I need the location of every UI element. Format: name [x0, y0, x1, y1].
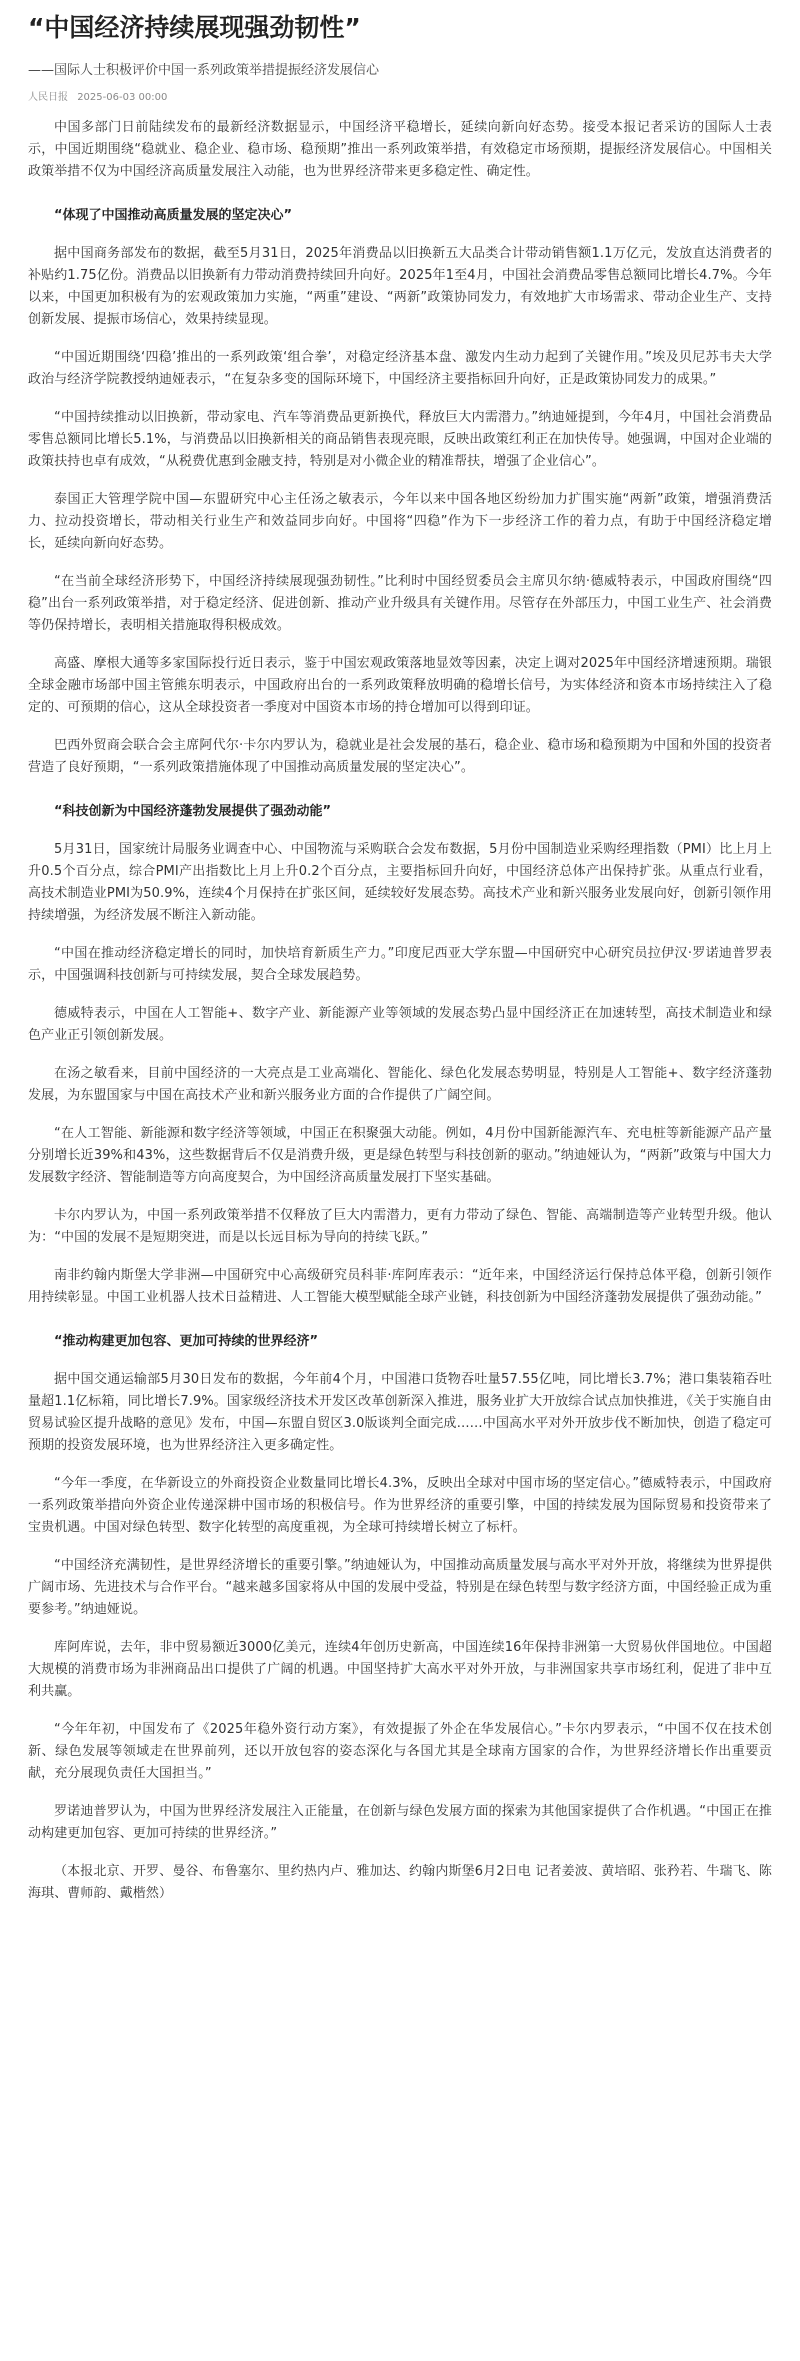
body-paragraph: 在汤之敏看来，目前中国经济的一大亮点是工业高端化、智能化、绿色化发展态势明显，特别是人工智能+、数字经济蓬勃发展，为东盟国家与中国在高技术产业和新兴服务业方面的合作提供了广阔空间。: [28, 1065, 772, 1103]
article-subtitle: ——国际人士积极评价中国一系列政策举措提振经济发展信心: [28, 62, 380, 78]
article-source: 人民日报: [28, 91, 68, 103]
body-paragraph: 据中国商务部发布的数据，截至5月31日，2025年消费品以旧换新五大品类合计带动销售额1.1万亿元，发放直达消费者的补贴约1.75亿份。消费品以旧换新有力带动消费持续回升向好。2025年1至4月，中国社会消费品零售总额同比增长4.7%。今年以来，中国更加积极有为的宏观政策加力实施，“两重”建设、“两新”政策协同发力，有效地扩大市场需求、带动企业生产、支持创新发展、提振市场信心，效果持续显现。: [28, 245, 772, 327]
body-paragraph: “今年一季度，在华新设立的外商投资企业数量同比增长4.3%，反映出全球对中国市场的坚定信心。”德威特表示，中国政府一系列政策举措向外资企业传递深耕中国市场的积极信号。作为世界经济的重要引擎，中国的持续发展为国际贸易和投资带来了宝贵机遇。中国对绿色转型、数字化转型的高度重视，为全球可持续增长树立了标杆。: [28, 1475, 772, 1535]
body-paragraph: “在当前全球经济形势下，中国经济持续展现强劲韧性。”比利时中国经贸委员会主席贝尔纳·德威特表示，中国政府围绕“四稳”出台一系列政策举措，对于稳定经济、促进创新、推动产业升级具有关键作用。尽管存在外部压力，中国工业生产、社会消费等仍保持增长，表明相关措施取得积极成效。: [28, 573, 772, 633]
article-title: “中国经济持续展现强劲韧性”: [28, 13, 361, 42]
section-heading: “体现了中国推动高质量发展的坚定决心”: [54, 207, 293, 223]
body-paragraph: 南非约翰内斯堡大学非洲—中国研究中心高级研究员科菲·库阿库表示：“近年来，中国经济运行保持总体平稳，创新引领作用持续彰显。中国工业机器人技术日益精进、人工智能大模型赋能全球产业链，科技创新为中国经济蓬勃发展提供了强劲动能。”: [28, 1267, 772, 1305]
body-paragraph: 高盛、摩根大通等多家国际投行近日表示，鉴于中国宏观政策落地显效等因素，决定上调对2025年中国经济增速预期。瑞银全球金融市场部中国主管熊东明表示，中国政府出台的一系列政策释放明确的稳增长信号，为实体经济和资本市场持续注入了稳定的、可预期的信心，这从全球投资者一季度对中国资本市场的持仓增加可以得到印证。: [28, 655, 772, 715]
body-paragraph: 卡尔内罗认为，中国一系列政策举措不仅释放了巨大内需潜力，更有力带动了绿色、智能、高端制造等产业转型升级。他认为：“中国的发展不是短期突进，而是以长远目标为导向的持续飞跃。”: [28, 1207, 772, 1245]
body-paragraph: 巴西外贸商会联合会主席阿代尔·卡尔内罗认为，稳就业是社会发展的基石，稳企业、稳市场和稳预期为中国和外国的投资者营造了良好预期，“一系列政策措施体现了中国推动高质量发展的坚定决心”。: [28, 737, 772, 775]
article-body: [28, 117, 772, 1905]
body-paragraph: “在人工智能、新能源和数字经济等领域，中国正在积聚强大动能。例如，4月份中国新能源汽车、充电桩等新能源产品产量分别增长近39%和43%，这些数据背后不仅是消费升级，更是绿色转型与科技创新的驱动。”纳迪娅认为，“两新”政策与中国大力发展数字经济、智能制造等方向高度契合，为中国经济高质量发展打下坚实基础。: [28, 1125, 772, 1185]
body-paragraph: “中国近期围绕‘四稳’推出的一系列政策‘组合拳’，对稳定经济基本盘、激发内生动力起到了关键作用。”埃及贝尼苏韦夫大学政治与经济学院教授纳迪娅表示，“在复杂多变的国际环境下，中国经济主要指标回升向好，正是政策协同发力的成果。”: [28, 349, 772, 387]
article-meta: [28, 88, 772, 103]
body-paragraph: 库阿库说，去年，非中贸易额近3000亿美元，连续4年创历史新高，中国连续16年保持非洲第一大贸易伙伴国地位。中国超大规模的消费市场为非洲商品出口提供了广阔的机遇。中国坚持扩大高水平对外开放，与非洲国家共享市场红利，促进了非中互利共赢。: [28, 1639, 772, 1699]
section-heading: “科技创新为中国经济蓬勃发展提供了强劲动能”: [54, 803, 332, 819]
body-paragraph: 5月31日，国家统计局服务业调查中心、中国物流与采购联合会发布数据，5月份中国制造业采购经理指数（PMI）比上月上升0.5个百分点，综合PMI产出指数比上月上升0.2个百分点，主要指标回升向好，中国经济总体产出保持扩张。从重点行业看，高技术制造业PMI为50.9%，连续4个月保持在扩张区间，延续较好发展态势。高技术产业和新兴服务业发展向好，创新引领作用持续增强，为经济发展不断注入新动能。: [28, 841, 772, 923]
body-paragraph: “中国持续推动以旧换新，带动家电、汽车等消费品更新换代，释放巨大内需潜力。”纳迪娅提到，今年4月，中国社会消费品零售总额同比增长5.1%，与消费品以旧换新相关的商品销售表现亮眼，反映出政策红利正在加快传导。她强调，中国对企业端的政策扶持也卓有成效，“从税费优惠到金融支持，特别是对小微企业的精准帮扶，增强了企业信心”。: [28, 409, 772, 469]
body-paragraph: “中国在推动经济稳定增长的同时，加快培育新质生产力。”印度尼西亚大学东盟—中国研究中心研究员拉伊汉·罗诺迪普罗表示，中国强调科技创新与可持续发展，契合全球发展趋势。: [28, 945, 772, 983]
body-paragraph: “今年年初，中国发布了《2025年稳外资行动方案》，有效提振了外企在华发展信心。”卡尔内罗表示，“中国不仅在技术创新、绿色发展等领域走在世界前列，还以开放包容的姿态深化与各国尤其是全球南方国家的合作，为世界经济增长作出重要贡献，充分展现负责任大国担当。”: [28, 1721, 772, 1781]
body-paragraph: “中国经济充满韧性，是世界经济增长的重要引擎。”纳迪娅认为，中国推动高质量发展与高水平对外开放，将继续为世界提供广阔市场、先进技术与合作平台。“越来越多国家将从中国的发展中受益，特别是在绿色转型与数字经济方面，中国经验正成为重要参考。”纳迪娅说。: [28, 1557, 772, 1617]
section-heading: “推动构建更加包容、更加可持续的世界经济”: [54, 1333, 319, 1349]
body-paragraph: 据中国交通运输部5月30日发布的数据，今年前4个月，中国港口货物吞吐量57.55亿吨，同比增长3.7%；港口集装箱吞吐量超1.1亿标箱，同比增长7.9%。国家级经济技术开发区改革创新深入推进，服务业扩大开放综合试点加快推进，《关于实施自由贸易试验区提升战略的意见》发布，中国—东盟自贸区3.0版谈判全面完成……中国高水平对外开放步伐不断加快，创造了稳定可预期的投资发展环境，也为世界经济注入更多确定性。: [28, 1371, 772, 1453]
article-date: 2025-06-03 00:00: [77, 91, 168, 103]
body-paragraph: 罗诺迪普罗认为，中国为世界经济发展注入正能量，在创新与绿色发展方面的探索为其他国家提供了合作机遇。“中国正在推动构建更加包容、更加可持续的世界经济。”: [28, 1803, 772, 1841]
body-paragraph: （本报北京、开罗、曼谷、布鲁塞尔、里约热内卢、雅加达、约翰内斯堡6月2日电 记者姜波、黄培昭、张矜若、牛瑞飞、陈海琪、曹师韵、戴楷然）: [28, 1863, 772, 1901]
body-paragraph: 中国多部门日前陆续发布的最新经济数据显示，中国经济平稳增长，延续向新向好态势。接受本报记者采访的国际人士表示，中国近期围绕“稳就业、稳企业、稳市场、稳预期”推出一系列政策举措，有效稳定市场预期，提振经济发展信心。中国相关政策举措不仅为中国经济高质量发展注入动能，也为世界经济带来更多稳定性、确定性。: [28, 119, 772, 179]
body-paragraph: 泰国正大管理学院中国—东盟研究中心主任汤之敏表示，今年以来中国各地区纷纷加力扩围实施“两新”政策，增强消费活力、拉动投资增长，带动相关行业生产和效益同步向好。中国将“四稳”作为下一步经济工作的着力点，有助于中国经济稳定增长，延续向新向好态势。: [28, 491, 772, 551]
body-paragraph: 德威特表示，中国在人工智能+、数字产业、新能源产业等领域的发展态势凸显中国经济正在加速转型，高技术制造业和绿色产业正引领创新发展。: [28, 1005, 772, 1043]
